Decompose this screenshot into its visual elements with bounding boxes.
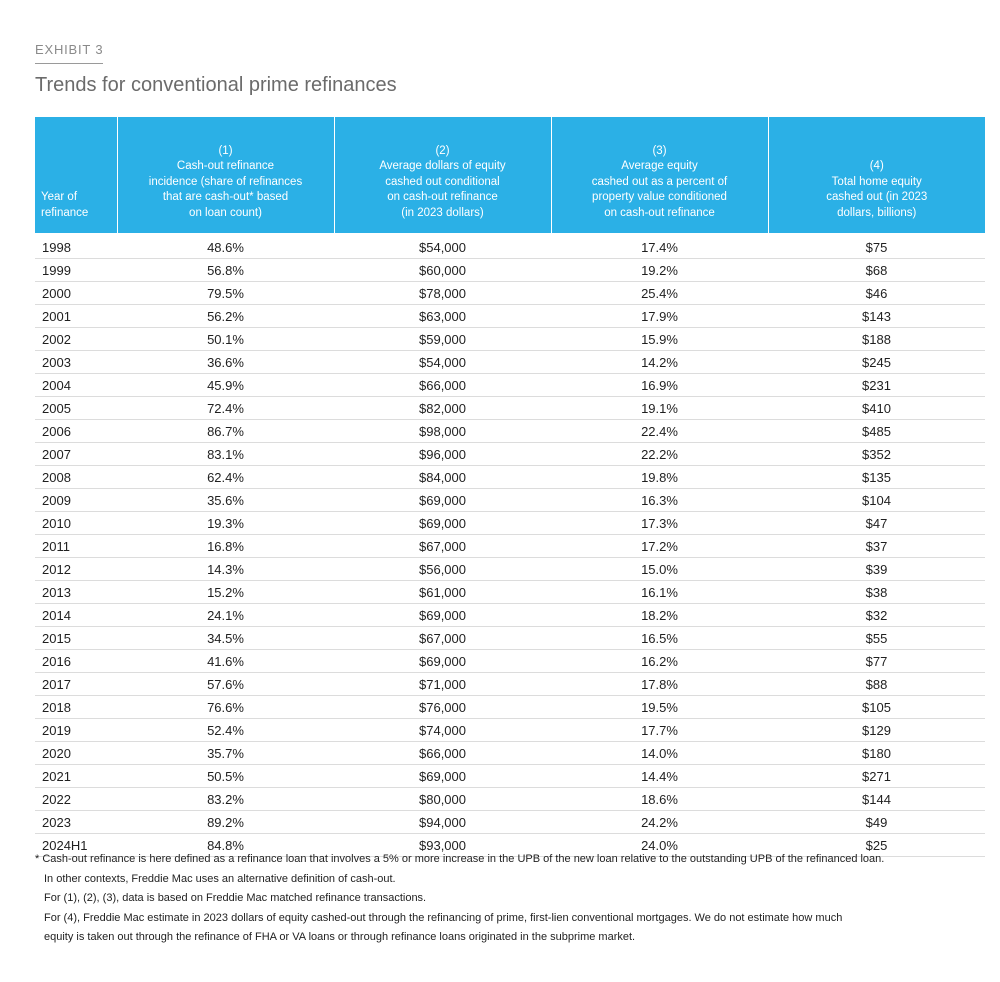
total-equity-cell: $55 bbox=[768, 627, 985, 650]
year-cell: 2016 bbox=[35, 650, 117, 673]
year-cell: 2017 bbox=[35, 673, 117, 696]
avg-dollars-cell: $69,000 bbox=[334, 765, 551, 788]
year-cell: 2013 bbox=[35, 581, 117, 604]
avg-percent-cell: 14.0% bbox=[551, 742, 768, 765]
year-cell: 2019 bbox=[35, 719, 117, 742]
header-line: property value conditioned bbox=[592, 191, 727, 203]
table-row bbox=[35, 673, 985, 696]
header-line: Year of bbox=[41, 191, 78, 203]
total-equity-cell: $143 bbox=[768, 305, 985, 328]
avg-dollars-cell: $67,000 bbox=[334, 535, 551, 558]
avg-dollars-cell: $74,000 bbox=[334, 719, 551, 742]
total-equity-cell: $49 bbox=[768, 811, 985, 834]
incidence-cell: 76.6% bbox=[117, 696, 334, 719]
incidence-cell: 15.2% bbox=[117, 581, 334, 604]
incidence-cell: 50.1% bbox=[117, 328, 334, 351]
year-cell: 2006 bbox=[35, 420, 117, 443]
total-equity-cell: $135 bbox=[768, 466, 985, 489]
year-cell: 2011 bbox=[35, 535, 117, 558]
table-row bbox=[35, 466, 985, 489]
header-line: Average equity bbox=[621, 160, 698, 172]
table-row bbox=[35, 305, 985, 328]
table-row bbox=[35, 374, 985, 397]
avg-dollars-cell: $66,000 bbox=[334, 374, 551, 397]
avg-percent-cell: 15.0% bbox=[551, 558, 768, 581]
avg-percent-cell: 19.5% bbox=[551, 696, 768, 719]
avg-percent-cell: 17.7% bbox=[551, 719, 768, 742]
avg-dollars-cell: $82,000 bbox=[334, 397, 551, 420]
total-equity-cell: $68 bbox=[768, 259, 985, 282]
avg-dollars-cell: $80,000 bbox=[334, 788, 551, 811]
year-cell: 2001 bbox=[35, 305, 117, 328]
incidence-cell: 35.7% bbox=[117, 742, 334, 765]
avg-dollars-cell: $60,000 bbox=[334, 259, 551, 282]
exhibit-label: EXHIBIT 3 bbox=[35, 42, 104, 57]
incidence-cell: 83.2% bbox=[117, 788, 334, 811]
avg-dollars-cell: $98,000 bbox=[334, 420, 551, 443]
year-cell: 2023 bbox=[35, 811, 117, 834]
avg-percent-cell: 19.1% bbox=[551, 397, 768, 420]
total-equity-cell: $180 bbox=[768, 742, 985, 765]
exhibit-underline bbox=[35, 63, 103, 64]
total-equity-cell: $105 bbox=[768, 696, 985, 719]
avg-dollars-cell: $96,000 bbox=[334, 443, 551, 466]
avg-percent-cell: 17.8% bbox=[551, 673, 768, 696]
header-line: (3) bbox=[652, 144, 667, 157]
table-row bbox=[35, 788, 985, 811]
table-body bbox=[35, 233, 985, 857]
refinance-table bbox=[35, 117, 985, 857]
year-cell: 2008 bbox=[35, 466, 117, 489]
incidence-cell: 45.9% bbox=[117, 374, 334, 397]
year-cell: 2012 bbox=[35, 558, 117, 581]
avg-dollars-cell: $66,000 bbox=[334, 742, 551, 765]
incidence-cell: 56.8% bbox=[117, 259, 334, 282]
incidence-cell: 52.4% bbox=[117, 719, 334, 742]
table-row bbox=[35, 558, 985, 581]
header-line: (1) bbox=[218, 144, 233, 157]
table-row bbox=[35, 811, 985, 834]
avg-dollars-cell: $54,000 bbox=[334, 233, 551, 259]
avg-percent-cell: 17.4% bbox=[551, 233, 768, 259]
table-row bbox=[35, 742, 985, 765]
avg-dollars-cell: $69,000 bbox=[334, 512, 551, 535]
avg-percent-cell: 16.3% bbox=[551, 489, 768, 512]
total-equity-cell: $231 bbox=[768, 374, 985, 397]
table-header bbox=[35, 117, 985, 233]
year-cell: 2003 bbox=[35, 351, 117, 374]
avg-percent-cell: 18.6% bbox=[551, 788, 768, 811]
avg-percent-cell: 17.3% bbox=[551, 512, 768, 535]
header-total-equity bbox=[768, 117, 985, 233]
avg-dollars-cell: $78,000 bbox=[334, 282, 551, 305]
avg-percent-cell: 16.9% bbox=[551, 374, 768, 397]
table-row bbox=[35, 282, 985, 305]
avg-percent-cell: 16.2% bbox=[551, 650, 768, 673]
avg-percent-cell: 17.9% bbox=[551, 305, 768, 328]
avg-dollars-cell: $71,000 bbox=[334, 673, 551, 696]
incidence-cell: 50.5% bbox=[117, 765, 334, 788]
total-equity-cell: $25 bbox=[768, 834, 985, 857]
incidence-cell: 72.4% bbox=[117, 397, 334, 420]
incidence-cell: 79.5% bbox=[117, 282, 334, 305]
total-equity-cell: $32 bbox=[768, 604, 985, 627]
page-title: Trends for conventional prime refinances bbox=[35, 74, 397, 96]
incidence-cell: 62.4% bbox=[117, 466, 334, 489]
avg-percent-cell: 22.4% bbox=[551, 420, 768, 443]
total-equity-cell: $88 bbox=[768, 673, 985, 696]
table-row bbox=[35, 397, 985, 420]
avg-dollars-cell: $69,000 bbox=[334, 650, 551, 673]
footnote-cashout-definition: * Cash-out refinance is here defined as a refinance loan that involves a 5% or more increase in the UPB of the new loan relative to the outstanding UPB of the refinanced loan. bbox=[35, 853, 885, 865]
avg-dollars-cell: $61,000 bbox=[334, 581, 551, 604]
incidence-cell: 16.8% bbox=[117, 535, 334, 558]
note-estimate-method-cont: equity is taken out through the refinance of FHA or VA loans or through refinance loans originated in the subprime market. bbox=[44, 931, 636, 944]
header-line: refinance bbox=[41, 206, 89, 219]
table-row bbox=[35, 581, 985, 604]
avg-dollars-cell: $69,000 bbox=[334, 604, 551, 627]
header-avg-equity-percent bbox=[551, 117, 768, 233]
table-row bbox=[35, 650, 985, 673]
avg-dollars-cell: $94,000 bbox=[334, 811, 551, 834]
header-line: cashed out as a percent of bbox=[591, 175, 728, 188]
year-cell: 1998 bbox=[35, 233, 117, 259]
avg-percent-cell: 22.2% bbox=[551, 443, 768, 466]
table-row bbox=[35, 259, 985, 282]
header-line: cashed out (in 2023 bbox=[826, 191, 928, 203]
incidence-cell: 83.1% bbox=[117, 443, 334, 466]
footnote-alternative-definition: In other contexts, Freddie Mac uses an alternative definition of cash-out. bbox=[44, 872, 396, 885]
avg-percent-cell: 24.2% bbox=[551, 811, 768, 834]
total-equity-cell: $271 bbox=[768, 765, 985, 788]
incidence-cell: 56.2% bbox=[117, 305, 334, 328]
avg-dollars-cell: $63,000 bbox=[334, 305, 551, 328]
note-data-source: For (1), (2), (3), data is based on Freddie Mac matched refinance transactions. bbox=[44, 892, 427, 905]
table-row bbox=[35, 765, 985, 788]
total-equity-cell: $352 bbox=[768, 443, 985, 466]
total-equity-cell: $39 bbox=[768, 558, 985, 581]
year-cell: 2020 bbox=[35, 742, 117, 765]
avg-dollars-cell: $67,000 bbox=[334, 627, 551, 650]
incidence-cell: 35.6% bbox=[117, 489, 334, 512]
year-cell: 2022 bbox=[35, 788, 117, 811]
header-line: dollars, billions) bbox=[837, 206, 917, 219]
header-line: Cash-out refinance bbox=[176, 160, 275, 172]
total-equity-cell: $47 bbox=[768, 512, 985, 535]
header-line: Average dollars of equity bbox=[379, 160, 506, 172]
incidence-cell: 84.8% bbox=[117, 834, 334, 857]
header-line: (4) bbox=[869, 160, 884, 172]
table-row bbox=[35, 719, 985, 742]
avg-percent-cell: 19.2% bbox=[551, 259, 768, 282]
total-equity-cell: $188 bbox=[768, 328, 985, 351]
total-equity-cell: $77 bbox=[768, 650, 985, 673]
year-cell: 2009 bbox=[35, 489, 117, 512]
header-line: that are cash-out* based bbox=[162, 191, 289, 203]
header-line: on cash-out refinance bbox=[604, 206, 715, 219]
year-cell: 2005 bbox=[35, 397, 117, 420]
incidence-cell: 36.6% bbox=[117, 351, 334, 374]
incidence-cell: 57.6% bbox=[117, 673, 334, 696]
avg-percent-cell: 24.0% bbox=[551, 834, 768, 857]
total-equity-cell: $245 bbox=[768, 351, 985, 374]
table-row bbox=[35, 512, 985, 535]
table-row bbox=[35, 535, 985, 558]
header-line: (in 2023 dollars) bbox=[401, 206, 484, 219]
year-cell: 1999 bbox=[35, 259, 117, 282]
total-equity-cell: $129 bbox=[768, 719, 985, 742]
total-equity-cell: $144 bbox=[768, 788, 985, 811]
total-equity-cell: $75 bbox=[768, 233, 985, 259]
avg-percent-cell: 15.9% bbox=[551, 328, 768, 351]
incidence-cell: 41.6% bbox=[117, 650, 334, 673]
header-line: Total home equity bbox=[831, 175, 922, 188]
incidence-cell: 14.3% bbox=[117, 558, 334, 581]
avg-percent-cell: 14.2% bbox=[551, 351, 768, 374]
incidence-cell: 34.5% bbox=[117, 627, 334, 650]
year-cell: 2000 bbox=[35, 282, 117, 305]
year-cell: 2015 bbox=[35, 627, 117, 650]
footnotes bbox=[35, 850, 975, 948]
total-equity-cell: $485 bbox=[768, 420, 985, 443]
header-line: on cash-out refinance bbox=[387, 191, 498, 203]
total-equity-cell: $410 bbox=[768, 397, 985, 420]
header-cashout-incidence bbox=[117, 117, 334, 233]
total-equity-cell: $37 bbox=[768, 535, 985, 558]
header-line: cashed out conditional bbox=[385, 175, 500, 188]
incidence-cell: 89.2% bbox=[117, 811, 334, 834]
avg-dollars-cell: $54,000 bbox=[334, 351, 551, 374]
avg-dollars-cell: $59,000 bbox=[334, 328, 551, 351]
header-line: on loan count) bbox=[189, 206, 262, 219]
table-row bbox=[35, 489, 985, 512]
avg-dollars-cell: $76,000 bbox=[334, 696, 551, 719]
avg-dollars-cell: $84,000 bbox=[334, 466, 551, 489]
table-row bbox=[35, 328, 985, 351]
avg-percent-cell: 19.8% bbox=[551, 466, 768, 489]
total-equity-cell: $38 bbox=[768, 581, 985, 604]
table-row bbox=[35, 627, 985, 650]
year-cell: 2024H1 bbox=[35, 834, 117, 857]
total-equity-cell: $104 bbox=[768, 489, 985, 512]
year-cell: 2007 bbox=[35, 443, 117, 466]
table-row bbox=[35, 604, 985, 627]
avg-percent-cell: 16.1% bbox=[551, 581, 768, 604]
header-year bbox=[35, 117, 117, 233]
avg-percent-cell: 25.4% bbox=[551, 282, 768, 305]
avg-dollars-cell: $93,000 bbox=[334, 834, 551, 857]
avg-dollars-cell: $56,000 bbox=[334, 558, 551, 581]
header-line: (2) bbox=[435, 144, 450, 157]
table-row bbox=[35, 233, 985, 259]
incidence-cell: 19.3% bbox=[117, 512, 334, 535]
avg-percent-cell: 14.4% bbox=[551, 765, 768, 788]
header-avg-dollars bbox=[334, 117, 551, 233]
year-cell: 2004 bbox=[35, 374, 117, 397]
note-estimate-method: For (4), Freddie Mac estimate in 2023 dollars of equity cashed-out through the refinancing of prime, first-lien conventional mortgages. We do not estimate how much bbox=[44, 911, 843, 924]
table-row bbox=[35, 443, 985, 466]
avg-percent-cell: 17.2% bbox=[551, 535, 768, 558]
year-cell: 2010 bbox=[35, 512, 117, 535]
year-cell: 2018 bbox=[35, 696, 117, 719]
table-row bbox=[35, 696, 985, 719]
avg-percent-cell: 18.2% bbox=[551, 604, 768, 627]
avg-dollars-cell: $69,000 bbox=[334, 489, 551, 512]
avg-percent-cell: 16.5% bbox=[551, 627, 768, 650]
year-cell: 2014 bbox=[35, 604, 117, 627]
table-row bbox=[35, 420, 985, 443]
incidence-cell: 48.6% bbox=[117, 233, 334, 259]
year-cell: 2021 bbox=[35, 765, 117, 788]
header-line: incidence (share of refinances bbox=[148, 175, 303, 188]
total-equity-cell: $46 bbox=[768, 282, 985, 305]
table-row bbox=[35, 351, 985, 374]
incidence-cell: 86.7% bbox=[117, 420, 334, 443]
year-cell: 2002 bbox=[35, 328, 117, 351]
header-row bbox=[35, 117, 985, 233]
incidence-cell: 24.1% bbox=[117, 604, 334, 627]
